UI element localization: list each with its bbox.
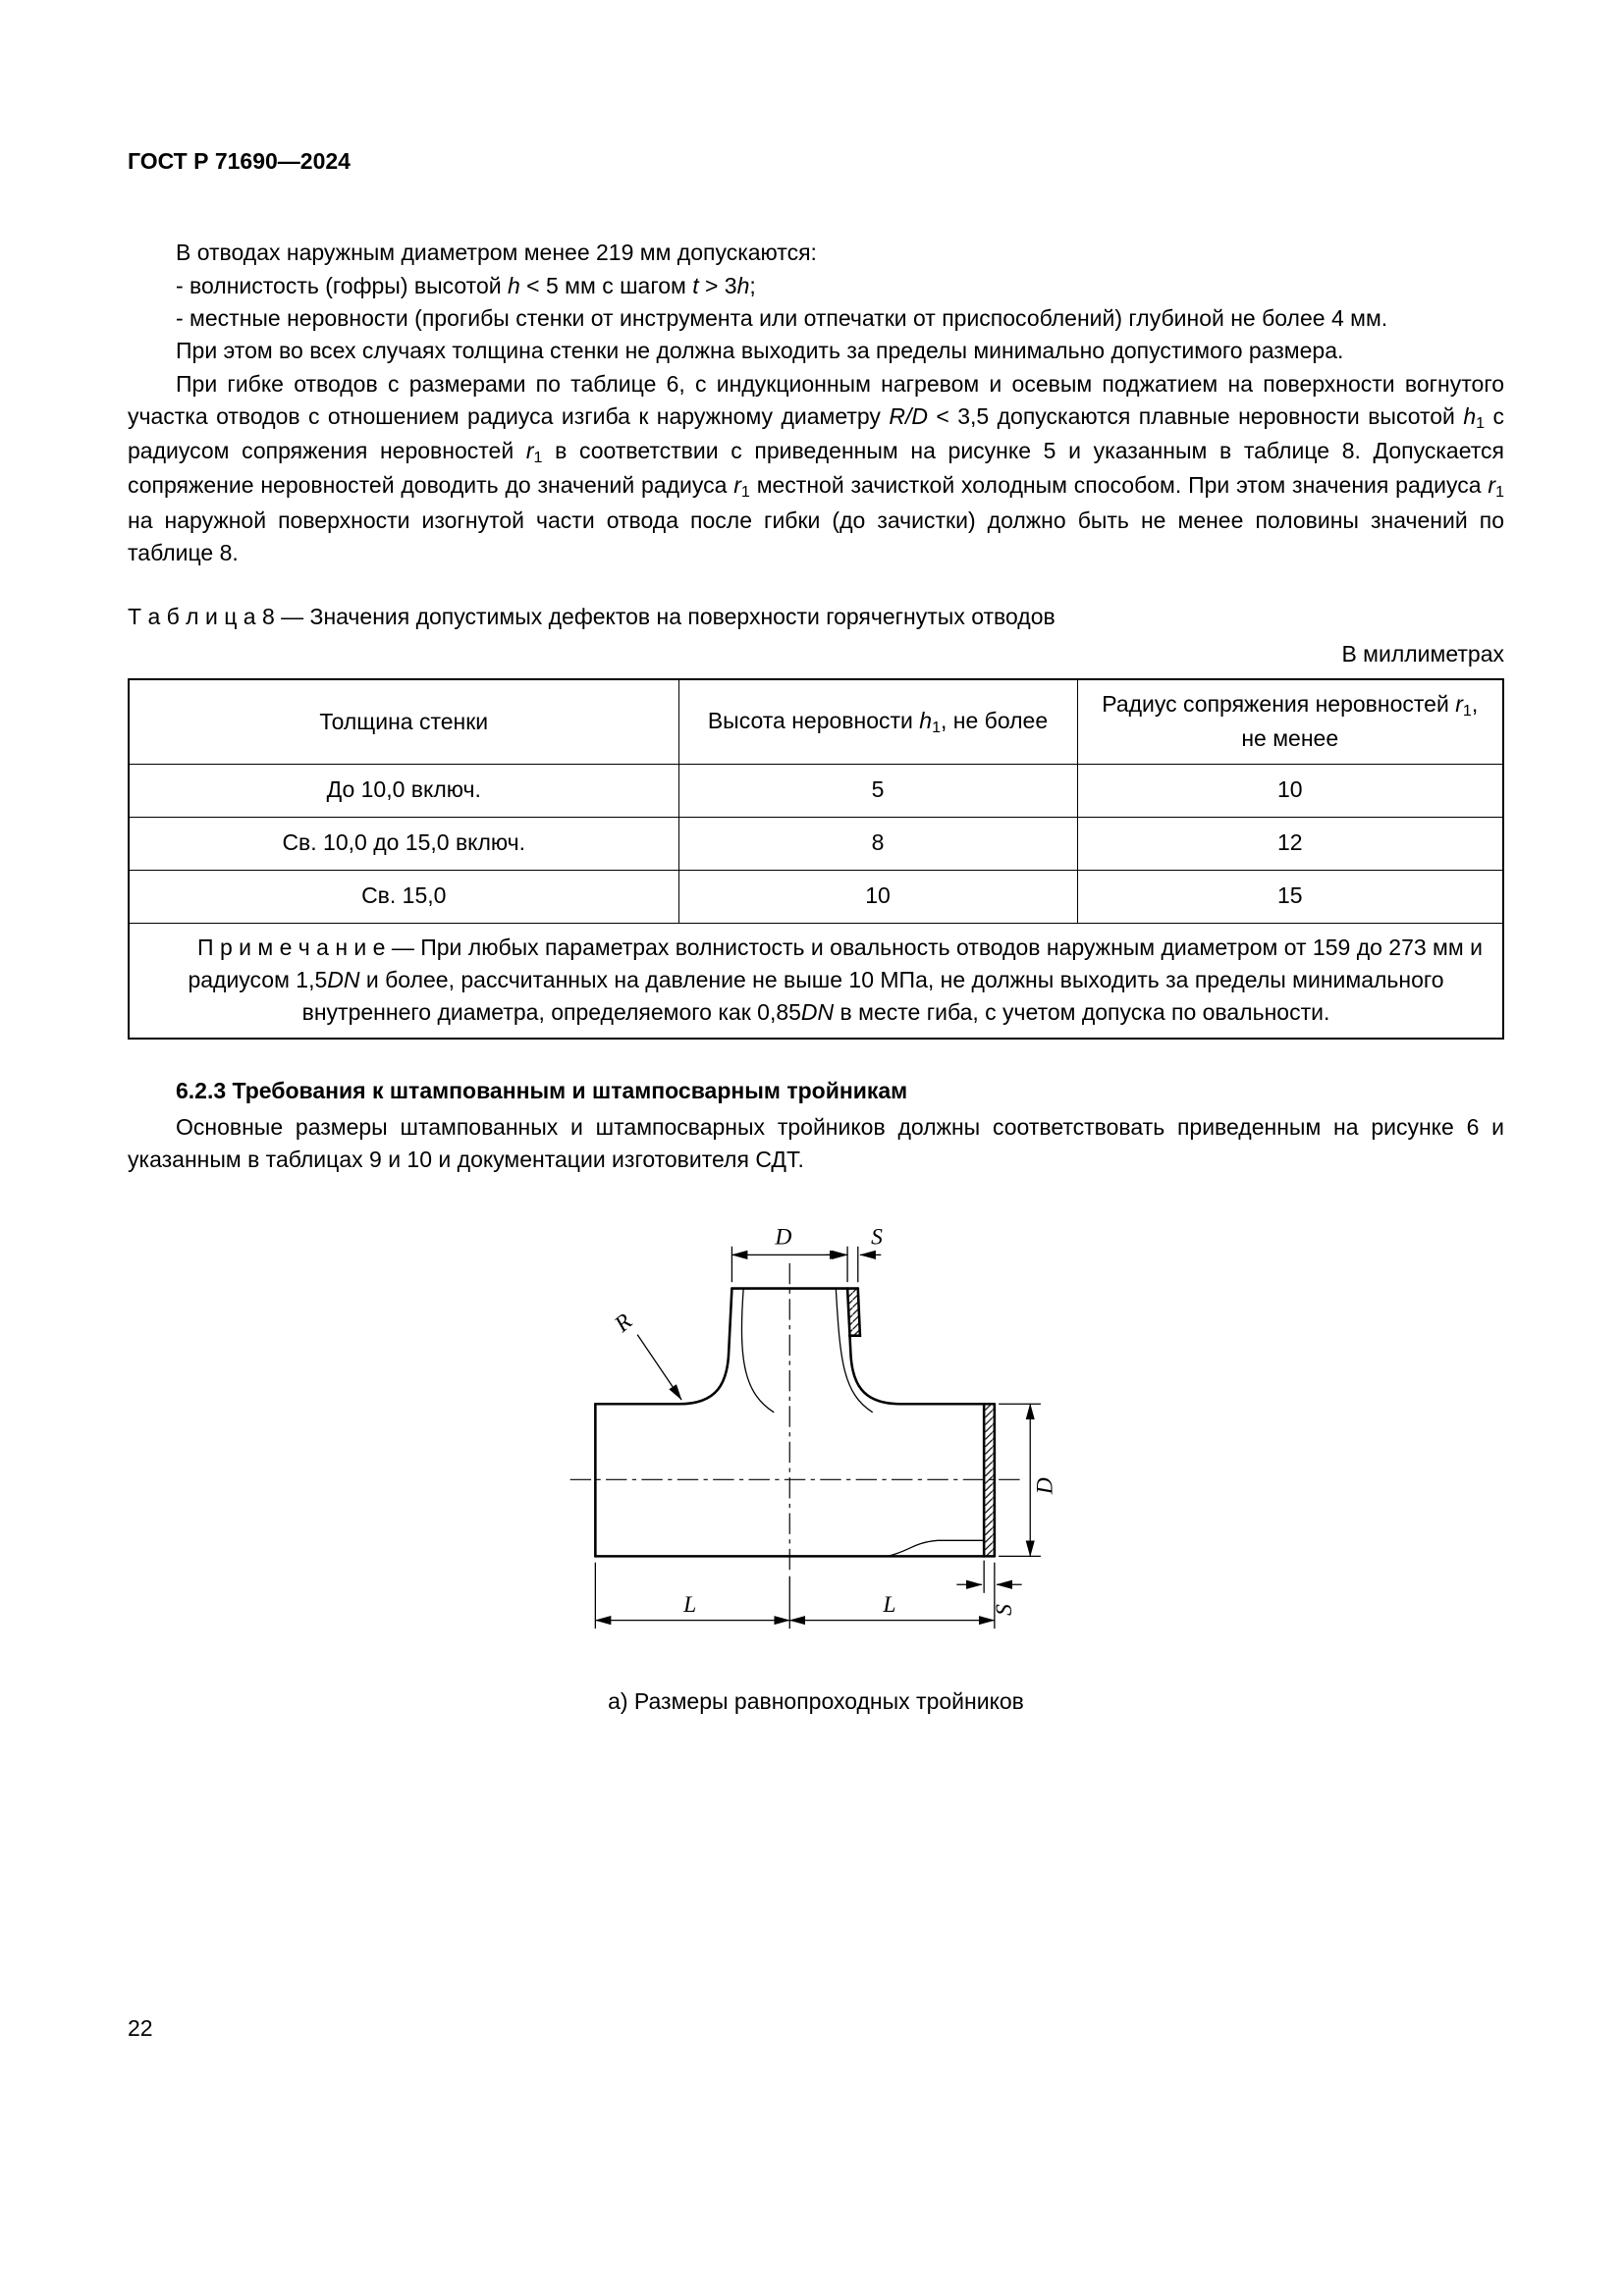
paragraph-wall-thickness: При этом во всех случаях толщина стенки не должна выходить за пределы минимально допустимого размера. — [176, 338, 1344, 364]
table-8 — [128, 678, 1504, 1040]
wall-section-hatch — [984, 1404, 995, 1556]
cell-height: 8 — [678, 817, 1077, 870]
document-title: ГОСТ Р 71690—2024 — [128, 148, 351, 174]
column-header-radius: Радиус сопряжения неровностей $r_1$, не менее — [1077, 679, 1503, 764]
cell-radius: 15 — [1077, 870, 1503, 923]
dim-label-s-bottom: S — [991, 1603, 1017, 1616]
paragraph-intro: В отводах наружным диаметром менее 219 мм допускаются: — [176, 240, 817, 266]
section-body: Основные размеры штампованных и штампосварных тройников должны соответствовать приведенным на рисунке 6 и указанным в таблицах 9 и 10 и документации изготовителя СДТ. — [128, 1113, 1504, 1173]
table-note-row — [129, 923, 1503, 1039]
cell-thickness: До 10,0 включ. — [129, 764, 678, 817]
tee-fitting-drawing — [521, 1204, 1110, 1656]
cell-radius: 12 — [1077, 817, 1503, 870]
cell-thickness: Св. 15,0 — [129, 870, 678, 923]
dim-label-d-right: D — [1032, 1476, 1058, 1494]
paragraph-bend-requirements: При гибке отводов с размерами по таблице 6, с индукционным нагревом и осевым поджатием на поверхности вогнутого участка отводов с отношением радиуса изгиба к наружному диаметру R/D < 3,5 допускаются плавные неровности высотой $h_1$ с радиусом сопряжения неровностей $r_1$ в соответствии с приведенным на рисунке 5 и указанным в таблице 8. Допускается сопряжение неровностей доводить до значений радиуса $r_1$ местной зачисткой холодным способом. При этом значения радиуса $r_1$ на наружной поверхности изогнутой части отвода после гибки (до зачистки) должно быть не менее половины значений по таблице 8. — [128, 370, 1505, 565]
table-header-row — [129, 679, 1503, 764]
tee-outline — [595, 1288, 995, 1556]
table-row — [129, 870, 1503, 923]
cell-height: 10 — [678, 870, 1077, 923]
figure-caption: а) Размеры равнопроходных тройников — [608, 1687, 1024, 1714]
section-heading-6-2-3: 6.2.3 Требования к штампованным и штампосварным тройникам — [176, 1077, 908, 1103]
dimension-run-wall — [956, 1560, 1021, 1615]
dimension-run-lengths — [595, 1562, 995, 1628]
page-number: 22 — [128, 2015, 153, 2041]
table-row — [129, 764, 1503, 817]
column-header-wall-thickness: Толщина стенки — [129, 679, 678, 764]
dim-label-l-left: L — [683, 1591, 697, 1618]
table-caption: Т а б л и ц а 8 — Значения допустимых дефектов на поверхности горячегнутых отводов — [128, 604, 1056, 630]
table-note: П р и м е ч а н и е — При любых параметрах волнистость и овальность отводов наружным диаметром от 159 до 273 мм и радиусом 1,5DN и более, рассчитанных на давление не выше 10 МПа, не должны выходить за пределы минимального внутреннего диаметра, определяемого как 0,85DN в месте гиба, с учетом допуска по овальности. — [129, 923, 1503, 1039]
dim-label-d-top: D — [775, 1224, 792, 1251]
table-units-label: В миллиметрах — [1341, 640, 1504, 667]
paragraph-bullet-waviness: - волнистость (гофры) высотой h < 5 мм с шагом t > 3h; — [176, 272, 756, 298]
branch-wall-hatch — [847, 1288, 860, 1335]
paragraph-bullet-local-defects: - местные неровности (прогибы стенки от инструмента или отпечатки от приспособлений) глубиной не более 4 мм. — [176, 305, 1388, 332]
dim-label-l-right: L — [883, 1591, 896, 1618]
dim-label-s-top: S — [871, 1224, 883, 1251]
cell-radius: 10 — [1077, 764, 1503, 817]
table-row — [129, 817, 1503, 870]
cell-thickness: Св. 10,0 до 15,0 включ. — [129, 817, 678, 870]
leader-fillet-radius — [609, 1308, 681, 1400]
dimension-branch-wall — [827, 1224, 883, 1282]
cell-height: 5 — [678, 764, 1077, 817]
dim-label-r: R — [610, 1308, 637, 1338]
column-header-height: Высота неровности $h_1$, не более — [678, 679, 1077, 764]
